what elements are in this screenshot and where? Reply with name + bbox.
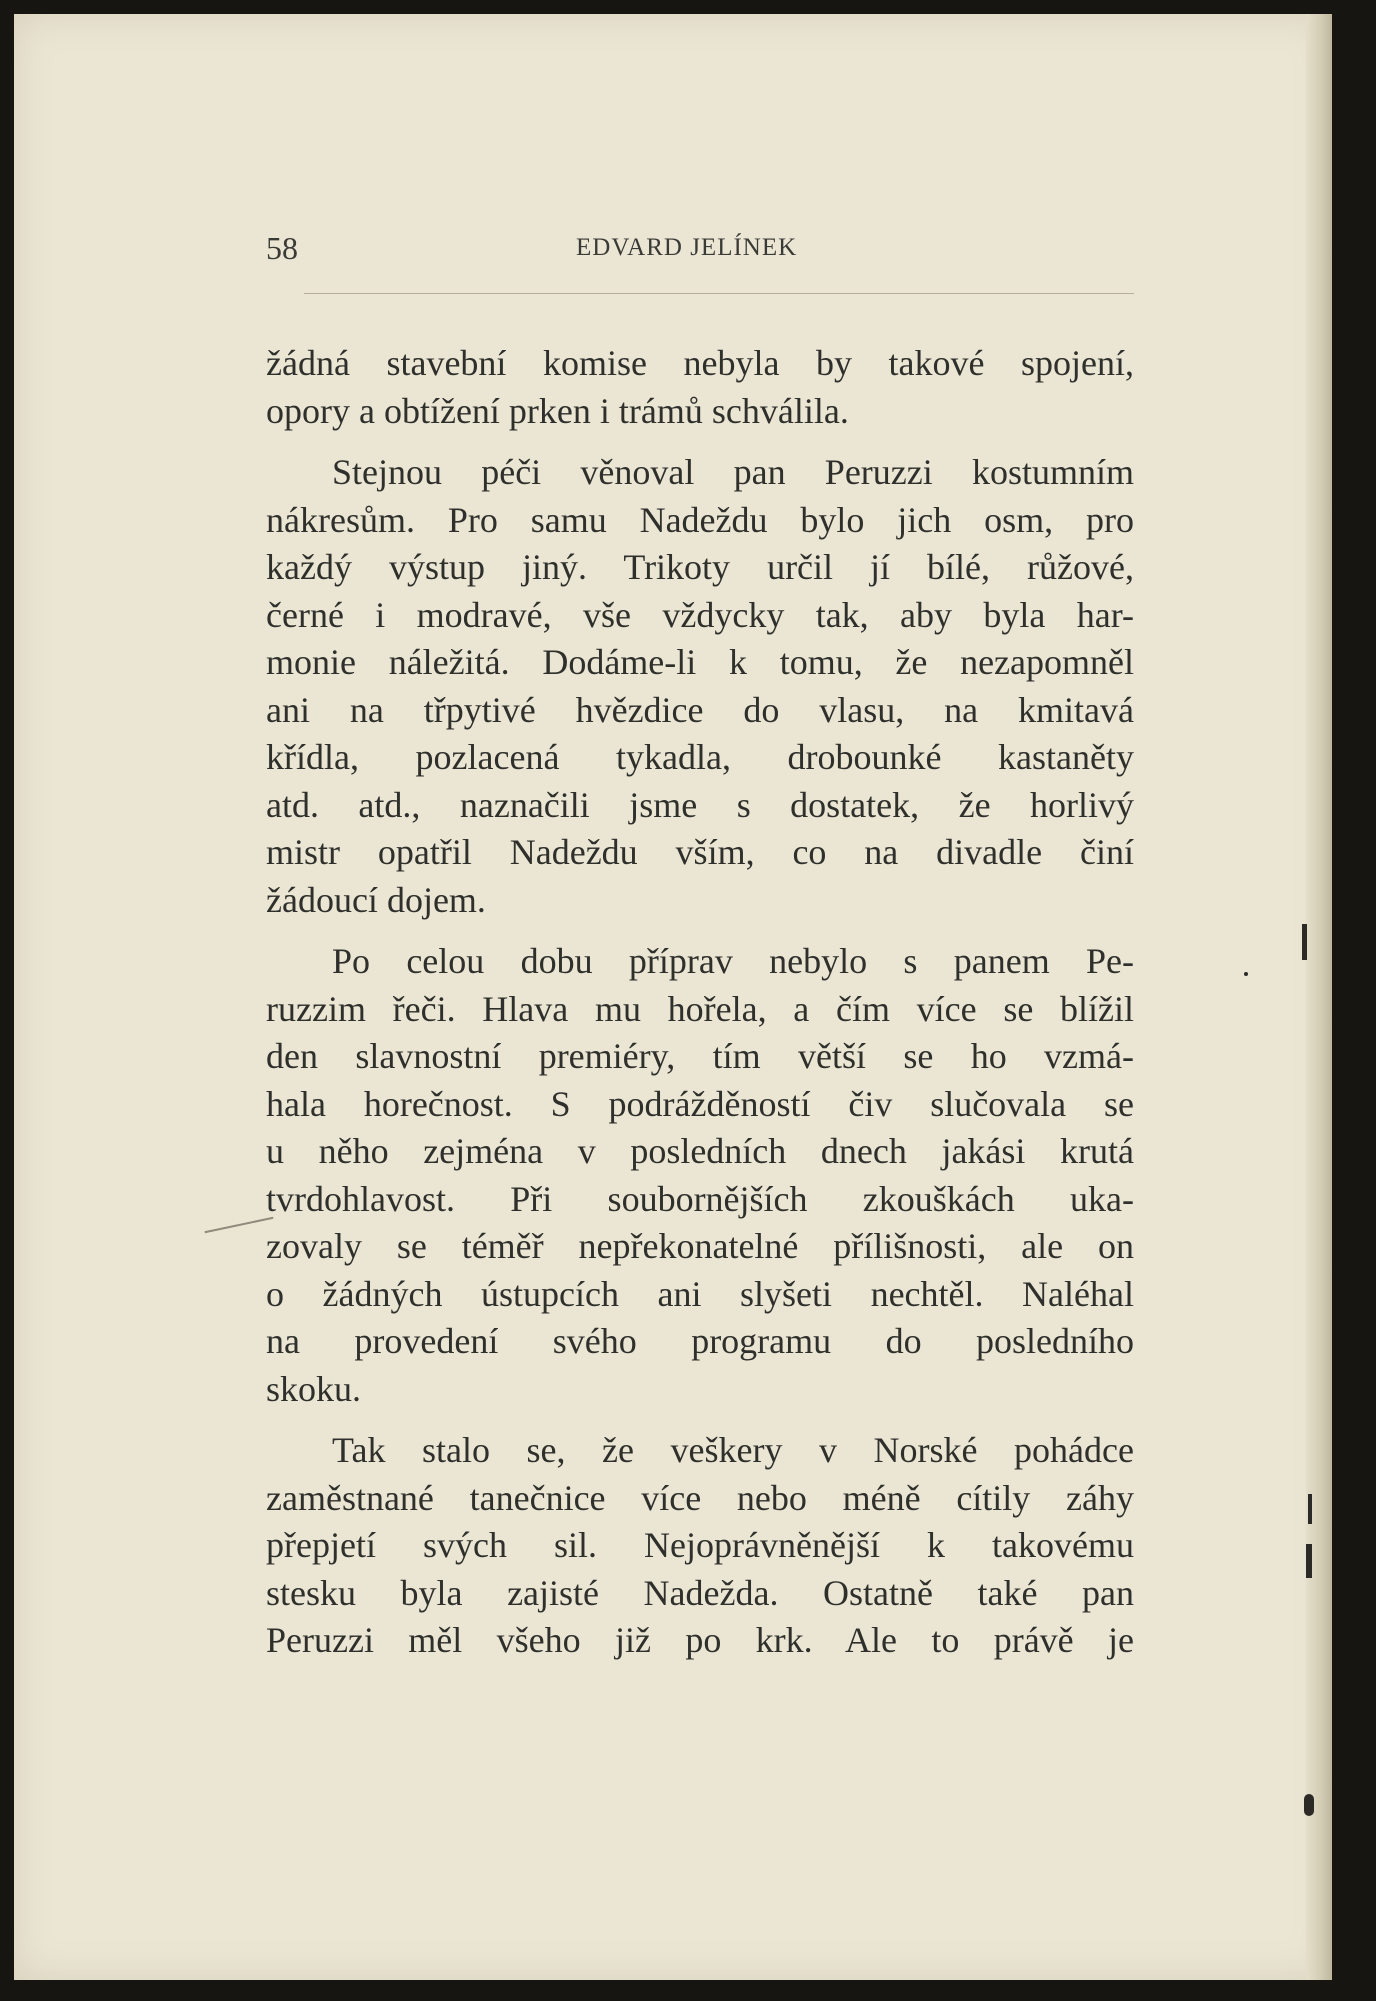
body-text <box>266 340 1134 1665</box>
text-line: den slavnostní premiéry, tím větší se ho vzmá- <box>266 1036 1134 1076</box>
text-line: žádoucí dojem. <box>266 879 486 920</box>
margin-mark <box>1244 972 1248 976</box>
text-line: monie náležitá. Dodáme-li k tomu, že nezapomněl <box>266 642 1134 682</box>
text-line: ani na třpytivé hvězdice do vlasu, na kmitavá <box>266 689 1134 730</box>
text-line: na provedení svého programu do posledního <box>266 1321 1134 1361</box>
text-line: ruzzim řeči. Hlava mu hořela, a čím více se blížil <box>266 988 1134 1029</box>
header-rule <box>304 293 1134 294</box>
text-line: zovaly se téměř nepřekonatelné přílišnosti, ale on <box>266 1226 1134 1266</box>
paragraph <box>266 340 1134 435</box>
paragraph <box>266 938 1134 1413</box>
text-line: Po celou dobu příprav nebylo s panem Pe- <box>332 941 1134 981</box>
text-line: Stejnou péči věnoval pan Peruzzi kostumním <box>332 452 1134 492</box>
text-line: tvrdohlavost. Při soubornějších zkouškách uka- <box>266 1178 1134 1219</box>
margin-mark <box>205 1217 274 1234</box>
text-line: skoku. <box>266 1368 362 1409</box>
text-line: hala horečnost. S podrážděností čiv slučovala se <box>266 1083 1134 1124</box>
text-line: přepjetí svých sil. Nejoprávněnější k takovému <box>266 1525 1134 1565</box>
page-edge-shadow <box>1306 14 1332 1980</box>
text-line: zaměstnané tanečnice více nebo méně cítily záhy <box>266 1477 1134 1518</box>
margin-mark <box>1302 924 1307 960</box>
text-line: každý výstup jiný. Trikoty určil jí bílé, růžové, <box>266 547 1134 587</box>
paragraph <box>266 449 1134 924</box>
page-header <box>266 230 1138 274</box>
text-line: stesku byla zajisté Nadežda. Ostatně také pan <box>266 1572 1134 1613</box>
text-line: žádná stavební komise nebyla by takové spojení, <box>266 343 1134 383</box>
text-line: nákresům. Pro samu Nadeždu bylo jich osm, pro <box>266 499 1134 540</box>
running-head: EDVARD JELÍNEK <box>576 234 798 261</box>
text-line: mistr opatřil Nadeždu vším, co na divadle činí <box>266 832 1134 872</box>
page-number: 58 <box>266 230 298 266</box>
text-line: opory a obtížení prken i trámů schválila. <box>266 390 849 431</box>
text-line: Tak stalo se, že veškery v Norské pohádce <box>332 1430 1134 1470</box>
text-line: u něho zejména v posledních dnech jakási krutá <box>266 1131 1134 1171</box>
margin-mark <box>1308 1494 1312 1524</box>
text-line: o žádných ústupcích ani slyšeti nechtěl. Naléhal <box>266 1273 1134 1314</box>
text-line: atd. atd., naznačili jsme s dostatek, že horlivý <box>266 784 1134 825</box>
paragraph <box>266 1427 1134 1665</box>
text-line: Peruzzi měl všeho již po krk. Ale to právě je <box>266 1620 1134 1660</box>
text-line: křídla, pozlacená tykadla, drobounké kastaněty <box>266 737 1134 777</box>
text-line: černé i modravé, vše vždycky tak, aby byla har- <box>266 594 1134 635</box>
margin-mark <box>1306 1544 1312 1578</box>
margin-mark <box>1304 1794 1314 1816</box>
